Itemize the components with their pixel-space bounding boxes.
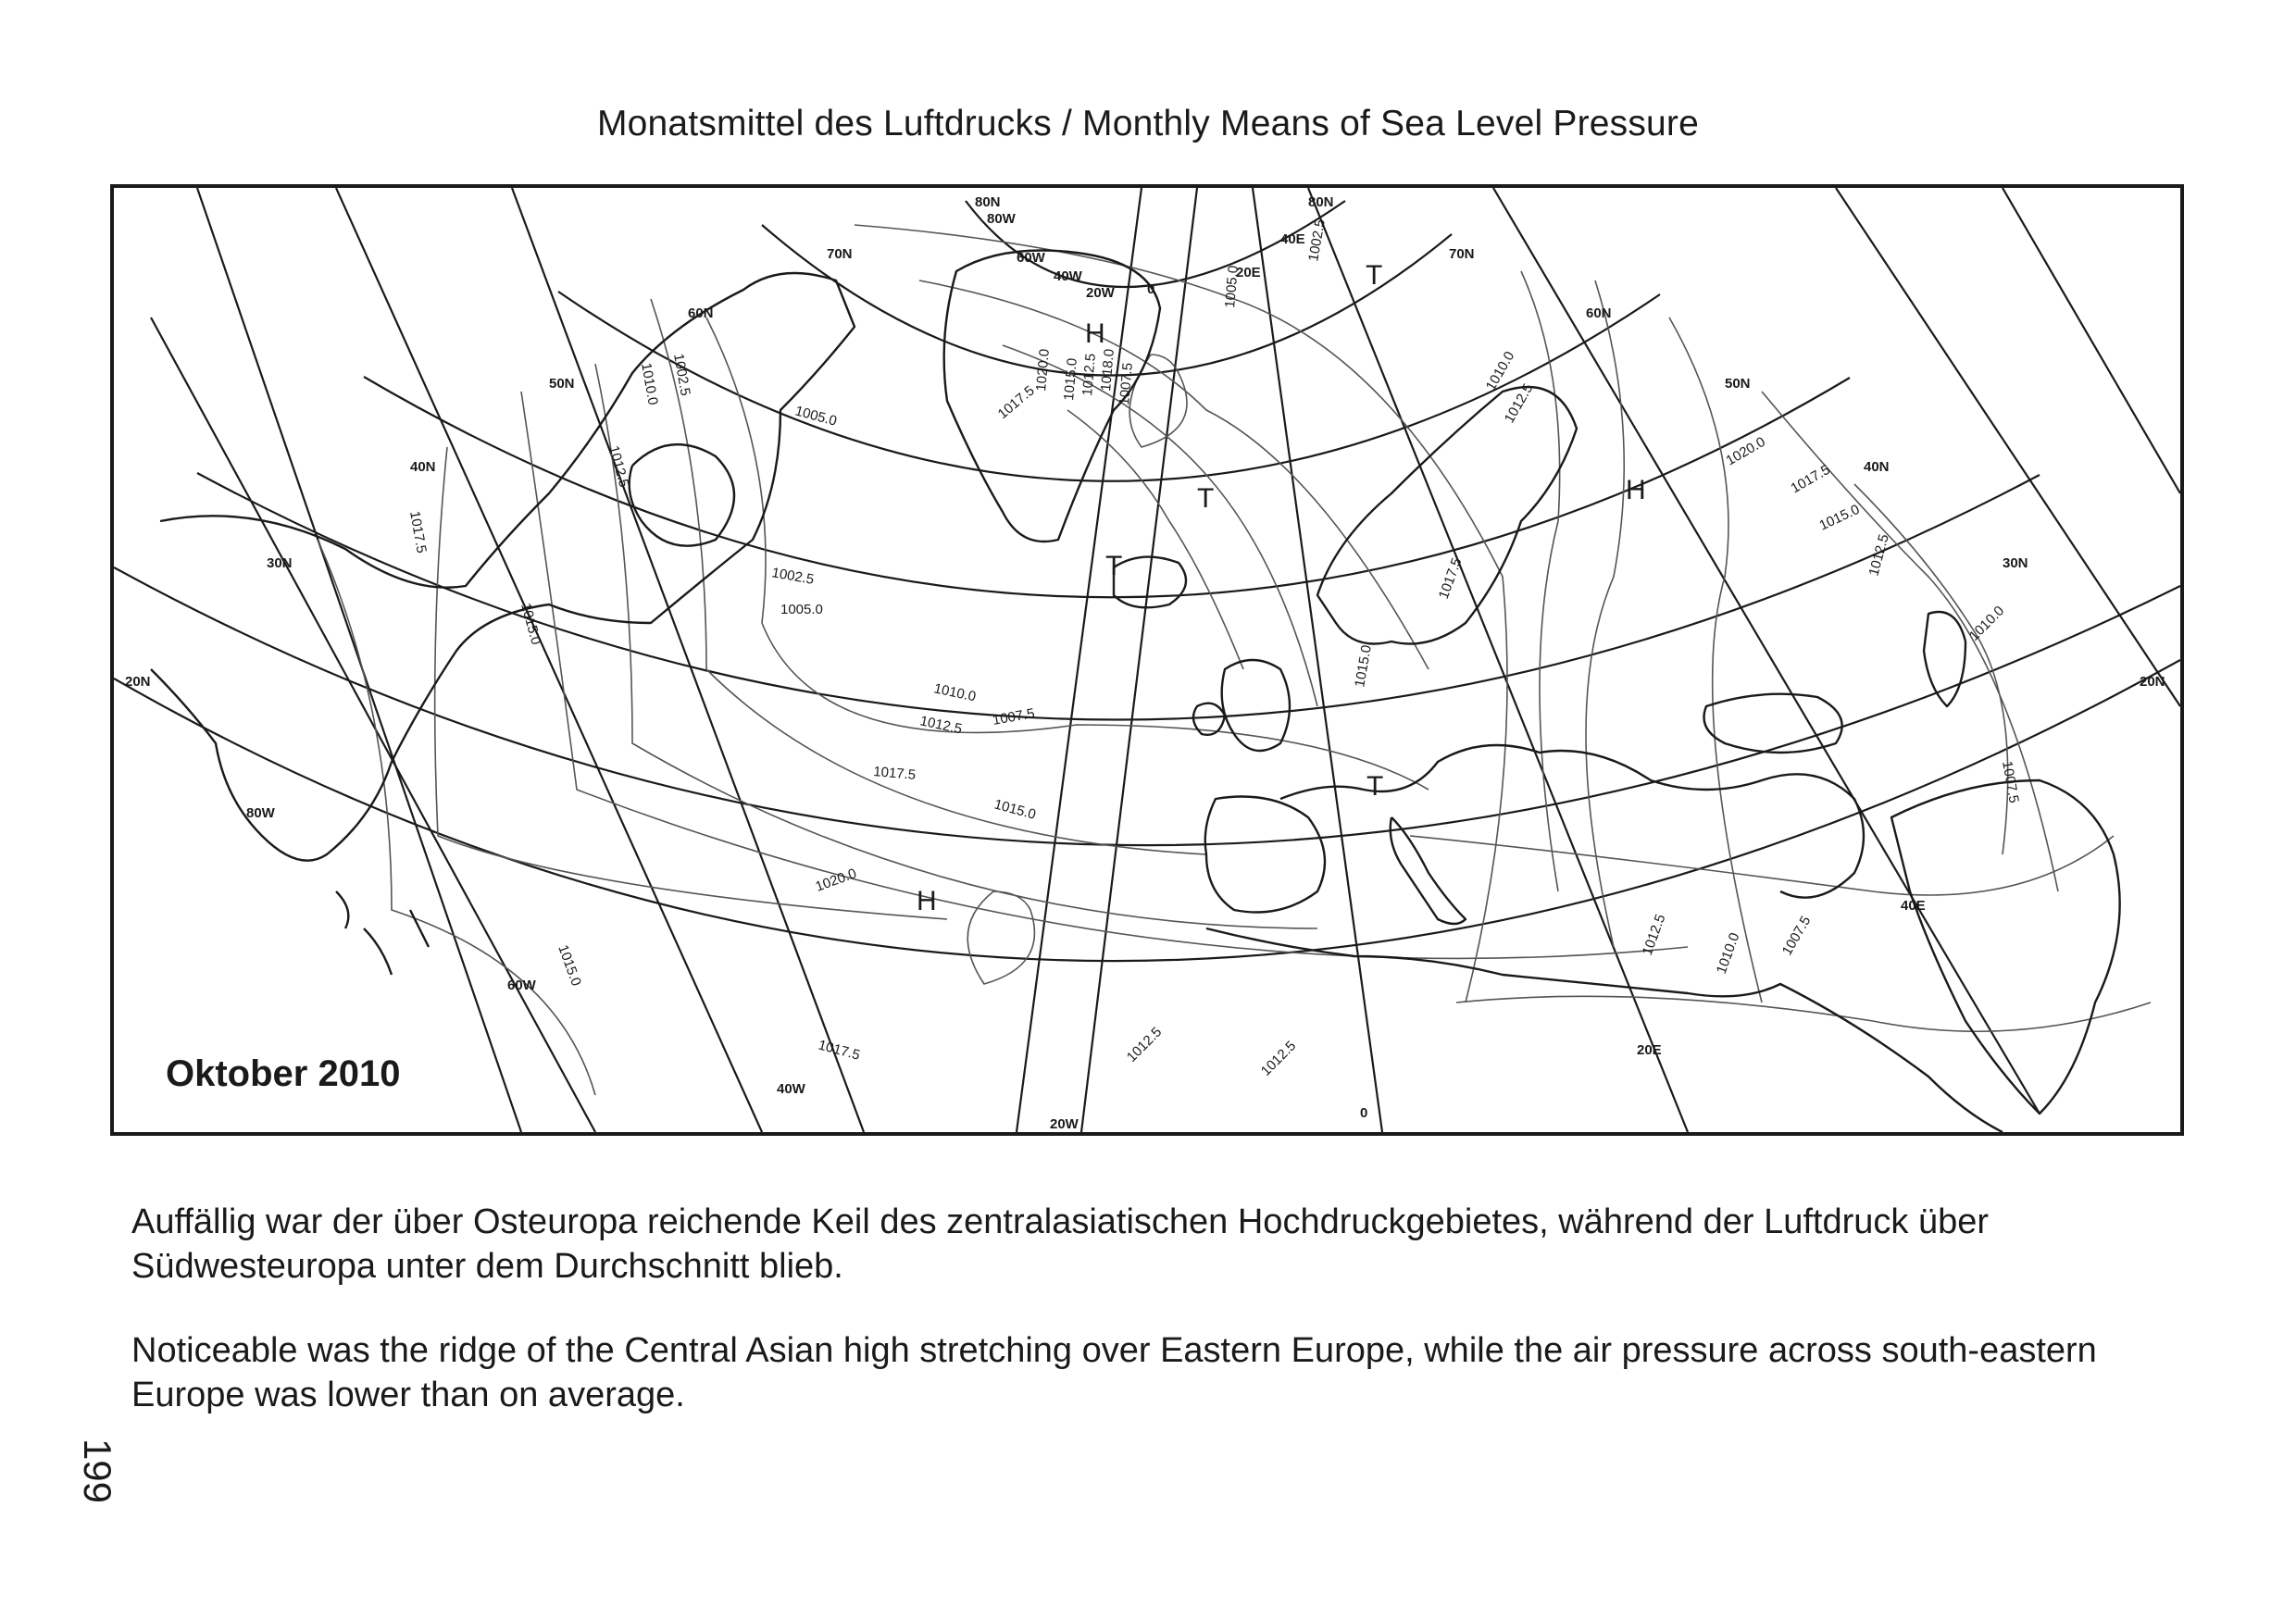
lat-label-40n-right: 40N <box>1864 459 1890 475</box>
isobar-label: 1012.5 <box>605 443 632 490</box>
lat-arc-30n <box>114 567 2180 845</box>
meridian-60w <box>336 188 762 1132</box>
meridian-40e <box>1493 188 2040 1114</box>
lat-label-40n-left: 40N <box>410 459 436 475</box>
isobar-6 <box>318 540 595 1095</box>
isobar-labels <box>406 218 2022 1079</box>
coast-caspian <box>1924 612 1965 706</box>
isobar-label: 1018.0 <box>1098 348 1117 392</box>
isobar-label: 1017.5 <box>994 382 1038 423</box>
isobar-label: 1017.5 <box>406 509 430 554</box>
isobar-label: 1010.0 <box>1482 348 1518 393</box>
isobar-label: 1015.0 <box>1061 357 1080 402</box>
lat-label-30n-right: 30N <box>2003 555 2028 571</box>
isobar-label: 1010.0 <box>1965 603 2008 644</box>
isobar-label: 1012.5 <box>1257 1038 1300 1079</box>
isobar-label: 1007.5 <box>1999 759 2022 804</box>
meridian-far-east <box>2003 188 2180 493</box>
isobar-label: 1017.5 <box>1435 555 1466 602</box>
pressure-map <box>110 184 2184 1136</box>
meridians <box>151 188 2180 1132</box>
isobar-8 <box>919 280 1429 669</box>
isobar-label: 1015.0 <box>1816 501 1863 534</box>
graticule-labels <box>125 194 2165 1132</box>
high-centre-azores: H <box>917 886 937 916</box>
isobar-19 <box>1129 355 1187 447</box>
lon-label-0-outer: 0 <box>1360 1105 1368 1121</box>
lat-label-70n-right: 70N <box>1449 246 1475 262</box>
isobar-label: 1020.0 <box>1723 433 1768 469</box>
lon-label-80w-outer: 80W <box>246 805 275 821</box>
lon-label-20e-inner: 20E <box>1236 265 1261 280</box>
isobar-label: 1015.0 <box>555 942 584 989</box>
lon-label-0-inner: 0 <box>1147 281 1155 297</box>
meridian-60e <box>1836 188 2180 706</box>
isobar-label: 1007.5 <box>1117 362 1136 406</box>
isobar-label: 1017.5 <box>1788 461 1833 497</box>
coast-british-isles <box>1222 660 1290 751</box>
isobar-18 <box>967 891 1034 984</box>
high-centre-greenland: H <box>1085 318 1105 349</box>
lon-label-60w-inner: 60W <box>1017 250 1045 266</box>
isobar-label: 1010.0 <box>1713 930 1743 977</box>
isobar-label: 1012.5 <box>918 713 964 738</box>
isobar-label: 1010.0 <box>638 361 661 406</box>
lat-label-80n-right: 80N <box>1308 194 1334 210</box>
isobar-label: 1015.0 <box>992 796 1038 823</box>
page-number: 199 <box>76 1438 119 1504</box>
isobar-10 <box>1067 410 1243 669</box>
lat-label-50n-left: 50N <box>549 376 575 392</box>
isobar-14 <box>1762 392 2058 891</box>
meridian-far-west <box>197 188 521 1132</box>
isobar-13 <box>1669 318 1762 1003</box>
lon-label-20e-outer: 20E <box>1637 1042 1662 1058</box>
isobar-label: 1002.5 <box>670 352 693 397</box>
isobar-label: 1012.5 <box>1866 532 1892 579</box>
lat-label-20n-right: 20N <box>2140 674 2165 690</box>
isobar-label: 1005.0 <box>1222 265 1242 309</box>
description-german: Auffällig war der über Osteuropa reichende Keil des zentralasiatischen Hochdruckgebietes, während der Luftdruck über Südwesteuropa unter dem Durchschnitt blieb. <box>131 1202 1990 1286</box>
coast-africa <box>1206 928 2003 1132</box>
coast-iceland <box>1114 557 1186 608</box>
lat-label-30n-left: 30N <box>267 555 293 571</box>
lat-label-60n-left: 60N <box>688 305 714 321</box>
isobar-label: 1012.5 <box>1079 353 1099 397</box>
lon-label-40w-inner: 40W <box>1054 268 1082 284</box>
lat-label-80n-left: 80N <box>975 194 1001 210</box>
lon-label-20w-outer: 20W <box>1050 1116 1079 1132</box>
isobar-label: 1012.5 <box>1123 1024 1166 1065</box>
lat-label-70n-left: 70N <box>827 246 853 262</box>
isobar-label: 1017.5 <box>872 764 917 783</box>
isobar-label: 1002.5 <box>1305 218 1329 263</box>
meridian-40w <box>512 188 864 1132</box>
month-label: Oktober 2010 <box>166 1053 401 1094</box>
isobar-label: 1015.0 <box>1352 643 1375 689</box>
map-canvas <box>114 188 2180 1132</box>
isobar-label: 1012.5 <box>1639 912 1669 958</box>
lon-label-40w-outer: 40W <box>777 1081 805 1097</box>
lat-arc-20n <box>114 660 2180 961</box>
low-centre-iceland: T <box>1197 483 1215 514</box>
lat-label-20n-left: 20N <box>125 674 151 690</box>
isobar-9 <box>1003 345 1317 706</box>
lat-label-60n-right: 60N <box>1586 305 1612 321</box>
isobar-5 <box>435 447 947 919</box>
isobar-label: 1020.0 <box>1033 348 1053 392</box>
coast-scandinavia <box>1317 387 1577 644</box>
coast-caribbean <box>336 891 429 975</box>
coast-italy <box>1391 817 1466 924</box>
coast-europe <box>1280 745 1864 898</box>
lon-label-20w-inner: 20W <box>1086 285 1115 301</box>
isobar-label: 1007.5 <box>1778 913 1815 958</box>
high-centre-eastern-europe: H <box>1626 475 1646 505</box>
isobar-label: 1002.5 <box>770 565 816 588</box>
isobar-16 <box>1410 836 2114 895</box>
low-centre-mediterranean: T <box>1366 771 1384 802</box>
lon-label-60w-outer: 60W <box>507 978 536 993</box>
coast-hudson <box>630 444 734 546</box>
lon-label-40e-outer: 40E <box>1901 898 1926 914</box>
isobar-7 <box>855 225 1507 1003</box>
isobar-label: 1010.0 <box>932 680 978 705</box>
isobar-12 <box>1586 280 1624 947</box>
low-centre-atlantic: T <box>1105 551 1123 581</box>
lon-label-40e-inner: 40E <box>1280 231 1305 247</box>
page-title: Monatsmittel des Luftdrucks / Monthly Means of Sea Level Pressure <box>596 104 1700 143</box>
coast-iberia <box>1205 797 1325 913</box>
isobar-label: 1020.0 <box>813 866 859 895</box>
meridian-20w-west <box>1017 188 1142 1132</box>
isobar-label: 1017.5 <box>816 1037 862 1064</box>
isobar-label: 1005.0 <box>792 403 839 430</box>
lon-label-80w-inner: 80W <box>987 211 1016 227</box>
isobar-label: 1012.5 <box>1501 380 1537 426</box>
low-centre-barents: T <box>1366 260 1383 291</box>
isobars <box>318 225 2151 1095</box>
lat-label-50n-right: 50N <box>1725 376 1751 392</box>
isobar-label: 1005.0 <box>780 602 823 617</box>
isobar-17 <box>1456 996 2151 1031</box>
isobar-label: 1007.5 <box>991 705 1036 729</box>
description-english: Noticeable was the ridge of the Central Asian high stretching over Eastern Europe, while the air pressure across south-eastern Europe was lower than on average. <box>131 1331 2097 1414</box>
isobar-label: 1015.0 <box>518 601 544 647</box>
